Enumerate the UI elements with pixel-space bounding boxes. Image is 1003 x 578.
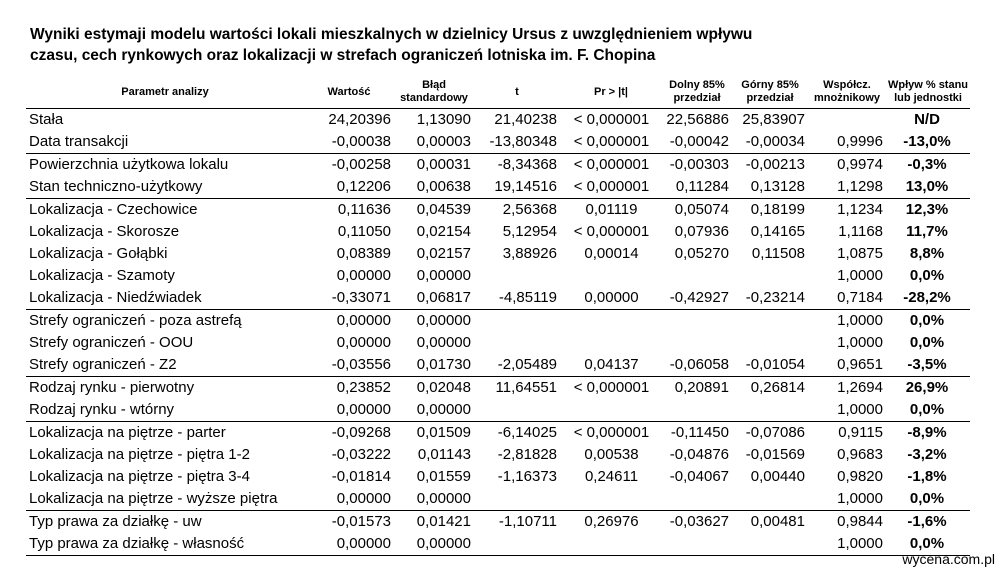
- p-value-cell: < 0,000001: [573, 223, 650, 240]
- table-row: [26, 131, 970, 154]
- standard-error-cell: 0,02154: [416, 223, 471, 240]
- value-cell: 0,08389: [336, 245, 391, 262]
- value-cell: 0,00000: [304, 310, 394, 333]
- impact-cell: 0,0%: [909, 267, 945, 284]
- lower-bound-cell: -0,11450: [662, 422, 732, 445]
- table-row: [26, 533, 970, 556]
- t-stat-cell: 2,56368: [474, 199, 560, 222]
- header-parameter: Parametr analizy: [26, 76, 304, 109]
- t-stat-cell: [474, 265, 560, 287]
- upper-bound-cell: [732, 488, 808, 511]
- lower-bound-cell: -0,00042: [669, 133, 729, 150]
- impact-cell: 8,8%: [909, 245, 945, 262]
- multiplier-cell: 0,9844: [808, 511, 886, 534]
- standard-error-cell: 0,00000: [394, 533, 474, 556]
- table-row: [26, 176, 970, 199]
- parameter-name: Rodzaj rynku - wtórny: [29, 401, 175, 418]
- value-cell: 0,00000: [304, 533, 394, 556]
- multiplier-cell: 1,0000: [837, 490, 883, 507]
- impact-cell: 26,9%: [886, 377, 970, 400]
- header-p-value: Pr > |t|: [560, 76, 662, 109]
- multiplier-cell: 1,0875: [837, 245, 883, 262]
- upper-bound-cell: [732, 310, 808, 333]
- p-value-cell: [560, 488, 662, 511]
- upper-bound-cell: -0,23214: [745, 289, 805, 306]
- impact-cell: 12,3%: [886, 199, 970, 222]
- value-cell: -0,00038: [331, 133, 391, 150]
- p-value-cell: 0,00538: [584, 446, 639, 463]
- upper-bound-cell: 0,13128: [750, 178, 805, 195]
- parameter-name: Lokalizacja - Niedźwiadek: [29, 289, 202, 306]
- upper-bound-cell: 0,18199: [732, 199, 808, 222]
- t-stat-cell: -4,85119: [498, 289, 557, 306]
- table-row: [26, 287, 970, 310]
- multiplier-cell: [808, 109, 886, 132]
- table-row: [26, 466, 970, 488]
- upper-bound-cell: [732, 399, 808, 422]
- value-cell: -0,01814: [331, 468, 391, 485]
- impact-cell: -3,5%: [907, 356, 947, 373]
- multiplier-cell: 1,2694: [808, 377, 886, 400]
- p-value-cell: 0,04137: [584, 356, 639, 373]
- t-stat-cell: 3,88926: [502, 245, 557, 262]
- p-value-cell: 0,01119: [560, 199, 662, 222]
- value-cell: 24,20396: [328, 111, 391, 128]
- multiplier-cell: 1,0000: [837, 334, 883, 351]
- table-row: [26, 154, 970, 177]
- parameter-name: Powierzchnia użytkowa lokalu: [26, 154, 304, 177]
- multiplier-cell: 1,1234: [808, 199, 886, 222]
- multiplier-cell: 0,9115: [808, 422, 886, 445]
- p-value-cell: < 0,000001: [560, 377, 662, 400]
- lower-bound-cell: [662, 399, 732, 422]
- multiplier-cell: 0,9996: [837, 133, 883, 150]
- value-cell: -0,01573: [304, 511, 394, 534]
- impact-cell: N/D: [914, 111, 940, 128]
- impact-cell: 0,0%: [886, 533, 970, 556]
- parameter-name: Lokalizacja na piętrze - wyższe piętra: [29, 490, 278, 507]
- standard-error-cell: 0,06817: [416, 289, 471, 306]
- upper-bound-cell: 0,00481: [732, 511, 808, 534]
- impact-cell: -3,2%: [907, 446, 947, 463]
- parameter-name: Lokalizacja na piętrze - piętra 3-4: [29, 468, 250, 485]
- t-stat-cell: [474, 488, 560, 511]
- parameter-name: Data transakcji: [29, 133, 129, 150]
- lower-bound-cell: 0,07936: [674, 223, 729, 240]
- title-line-2: czasu, cech rynkowych oraz lokalizacji w strefach ograniczeń lotniska im. F. Chopina: [30, 47, 656, 64]
- upper-bound-cell: 0,26814: [732, 377, 808, 400]
- table-row: [26, 109, 970, 132]
- impact-cell: 13,0%: [905, 178, 949, 195]
- p-value-cell: [560, 533, 662, 556]
- table-row: [26, 488, 970, 511]
- table-row: [26, 377, 970, 400]
- impact-cell: 0,0%: [909, 401, 945, 418]
- lower-bound-cell: 0,11284: [675, 178, 729, 195]
- t-stat-cell: [474, 310, 560, 333]
- parameter-name: Typ prawa za działkę - własność: [26, 533, 304, 556]
- table-row: [26, 444, 970, 466]
- impact-cell: -1,6%: [886, 511, 970, 534]
- p-value-cell: [560, 310, 662, 333]
- t-stat-cell: -13,80348: [489, 133, 557, 150]
- t-stat-cell: [474, 399, 560, 422]
- impact-cell: -8,9%: [886, 422, 970, 445]
- standard-error-cell: 0,00000: [416, 490, 471, 507]
- p-value-cell: [560, 332, 662, 354]
- value-cell: 0,12206: [336, 178, 391, 195]
- t-stat-cell: -2,05489: [497, 356, 557, 373]
- value-cell: 0,11050: [337, 223, 391, 240]
- lower-bound-cell: -0,04876: [669, 446, 729, 463]
- parameter-name: Lokalizacja - Gołąbki: [29, 245, 168, 262]
- table-row: [26, 332, 970, 354]
- impact-cell: 11,7%: [906, 223, 948, 240]
- standard-error-cell: 0,01730: [416, 356, 471, 373]
- upper-bound-cell: -0,01054: [745, 356, 805, 373]
- parameter-name: Lokalizacja - Szamoty: [29, 267, 175, 284]
- parameter-name: Strefy ograniczeń - OOU: [29, 334, 194, 351]
- multiplier-cell: 0,9820: [837, 468, 883, 485]
- multiplier-cell: 1,0000: [837, 401, 883, 418]
- upper-bound-cell: -0,00034: [745, 133, 805, 150]
- t-stat-cell: 19,14516: [494, 178, 557, 195]
- table-row: [26, 354, 970, 377]
- upper-bound-cell: -0,01569: [745, 446, 805, 463]
- header-impact: Wpływ % stanu lub jednostki: [886, 76, 970, 109]
- table-row: [26, 399, 970, 422]
- standard-error-cell: 0,01559: [416, 468, 471, 485]
- value-cell: -0,33071: [331, 289, 391, 306]
- header-multiplier: Współcz. mnożnikowy: [808, 76, 886, 109]
- standard-error-cell: 0,01143: [417, 446, 471, 463]
- p-value-cell: < 0,000001: [573, 133, 650, 150]
- lower-bound-cell: 0,05270: [674, 245, 729, 262]
- value-cell: 0,00000: [336, 401, 391, 418]
- multiplier-cell: 1,1168: [838, 223, 883, 240]
- table-row: [26, 265, 970, 287]
- t-stat-cell: 11,64551: [474, 377, 560, 400]
- impact-cell: 0,0%: [909, 334, 945, 351]
- t-stat-cell: 21,40238: [494, 111, 557, 128]
- value-cell: -0,00258: [304, 154, 394, 177]
- title-line-1: Wyniki estymaji modelu wartości lokali mieszkalnych w dzielnicy Ursus z uwzględnieniem wpływu: [30, 26, 753, 43]
- header-lower-bound: Dolny 85% przedział: [662, 76, 732, 109]
- p-value-cell: < 0,000001: [560, 154, 662, 177]
- impact-cell: -0,3%: [886, 154, 970, 177]
- multiplier-cell: 0,9651: [837, 356, 883, 373]
- table-row: [26, 221, 970, 243]
- lower-bound-cell: 22,56886: [666, 111, 729, 128]
- value-cell: 0,00000: [336, 267, 391, 284]
- value-cell: 0,23852: [304, 377, 394, 400]
- p-value-cell: 0,00000: [584, 289, 639, 306]
- upper-bound-cell: [732, 332, 808, 354]
- parameter-name: Strefy ograniczeń - poza astrefą: [26, 310, 304, 333]
- impact-cell: 0,0%: [909, 490, 945, 507]
- standard-error-cell: 0,00031: [394, 154, 474, 177]
- lower-bound-cell: [662, 488, 732, 511]
- p-value-cell: < 0,000001: [560, 422, 662, 445]
- impact-cell: -28,2%: [903, 289, 951, 306]
- value-cell: 0,00000: [336, 490, 391, 507]
- parameter-name: Lokalizacja - Skorosze: [29, 223, 180, 240]
- lower-bound-cell: 0,05074: [662, 199, 732, 222]
- standard-error-cell: 0,00000: [416, 267, 471, 284]
- lower-bound-cell: -0,04067: [669, 468, 729, 485]
- t-stat-cell: -2,81828: [497, 446, 557, 463]
- parameter-name: Lokalizacja na piętrze - parter: [26, 422, 304, 445]
- impact-cell: -1,8%: [907, 468, 947, 485]
- multiplier-cell: 1,1298: [837, 178, 883, 195]
- standard-error-cell: 0,02157: [416, 245, 471, 262]
- upper-bound-cell: 0,11508: [751, 245, 805, 262]
- parameter-name: Stała: [29, 111, 64, 128]
- t-stat-cell: 5,12954: [502, 223, 557, 240]
- lower-bound-cell: -0,42927: [669, 289, 729, 306]
- table-body: [26, 109, 970, 556]
- parameter-name: Typ prawa za działkę - uw: [26, 511, 304, 534]
- lower-bound-cell: -0,00303: [662, 154, 732, 177]
- impact-cell: 0,0%: [886, 310, 970, 333]
- p-value-cell: [560, 399, 662, 422]
- parameter-name: Stan techniczno-użytkowy: [29, 178, 203, 195]
- standard-error-cell: 0,00003: [416, 133, 471, 150]
- parameter-name: Rodzaj rynku - pierwotny: [26, 377, 304, 400]
- table-row: [26, 511, 970, 534]
- standard-error-cell: 0,01421: [394, 511, 474, 534]
- p-value-cell: < 0,000001: [573, 178, 650, 195]
- impact-cell: -13,0%: [903, 133, 951, 150]
- table-row: [26, 310, 970, 333]
- lower-bound-cell: [662, 310, 732, 333]
- t-stat-cell: -1,16373: [497, 468, 557, 485]
- p-value-cell: < 0,000001: [573, 111, 650, 128]
- t-stat-cell: -6,14025: [474, 422, 560, 445]
- upper-bound-cell: [732, 265, 808, 287]
- value-cell: 0,00000: [336, 334, 391, 351]
- standard-error-cell: 0,04539: [394, 199, 474, 222]
- table-row: [26, 243, 970, 265]
- lower-bound-cell: [662, 533, 732, 556]
- lower-bound-cell: -0,06058: [669, 356, 729, 373]
- table-row: [26, 199, 970, 222]
- lower-bound-cell: [662, 332, 732, 354]
- standard-error-cell: 0,00000: [416, 401, 471, 418]
- lower-bound-cell: 0,20891: [662, 377, 732, 400]
- standard-error-cell: 0,00000: [416, 334, 471, 351]
- table-row: [26, 422, 970, 445]
- t-stat-cell: [474, 332, 560, 354]
- page-title: [30, 24, 930, 66]
- standard-error-cell: 0,01509: [394, 422, 474, 445]
- multiplier-cell: 0,9974: [808, 154, 886, 177]
- t-stat-cell: -1,10711: [474, 511, 560, 534]
- upper-bound-cell: [732, 533, 808, 556]
- value-cell: 0,11636: [304, 199, 394, 222]
- footer-credit: wycena.com.pl: [902, 551, 995, 567]
- p-value-cell: 0,26976: [560, 511, 662, 534]
- value-cell: -0,09268: [304, 422, 394, 445]
- lower-bound-cell: -0,03627: [662, 511, 732, 534]
- p-value-cell: 0,24611: [584, 468, 639, 485]
- multiplier-cell: 0,7184: [837, 289, 883, 306]
- standard-error-cell: 1,13090: [416, 111, 471, 128]
- upper-bound-cell: -0,00213: [732, 154, 808, 177]
- upper-bound-cell: 0,00440: [750, 468, 805, 485]
- header-t: t: [474, 76, 560, 109]
- lower-bound-cell: [662, 265, 732, 287]
- upper-bound-cell: 0,14165: [750, 223, 805, 240]
- p-value-cell: 0,00014: [584, 245, 639, 262]
- parameter-name: Lokalizacja - Czechowice: [26, 199, 304, 222]
- p-value-cell: [560, 265, 662, 287]
- header-standard-error: Błąd standardowy: [394, 76, 474, 109]
- header-value: Wartość: [304, 76, 394, 109]
- table-header-row: [26, 76, 970, 109]
- standard-error-cell: 0,00000: [394, 310, 474, 333]
- parameter-name: Strefy ograniczeń - Z2: [29, 356, 177, 373]
- results-table: [26, 76, 970, 556]
- multiplier-cell: 1,0000: [837, 267, 883, 284]
- multiplier-cell: 1,0000: [808, 533, 886, 556]
- header-upper-bound: Górny 85% przedział: [732, 76, 808, 109]
- value-cell: -0,03222: [331, 446, 391, 463]
- multiplier-cell: 1,0000: [808, 310, 886, 333]
- value-cell: -0,03556: [331, 356, 391, 373]
- multiplier-cell: 0,9683: [837, 446, 883, 463]
- t-stat-cell: [474, 533, 560, 556]
- upper-bound-cell: 25,83907: [742, 111, 805, 128]
- standard-error-cell: 0,02048: [394, 377, 474, 400]
- parameter-name: Lokalizacja na piętrze - piętra 1-2: [29, 446, 250, 463]
- t-stat-cell: -8,34368: [474, 154, 560, 177]
- upper-bound-cell: -0,07086: [732, 422, 808, 445]
- standard-error-cell: 0,00638: [416, 178, 471, 195]
